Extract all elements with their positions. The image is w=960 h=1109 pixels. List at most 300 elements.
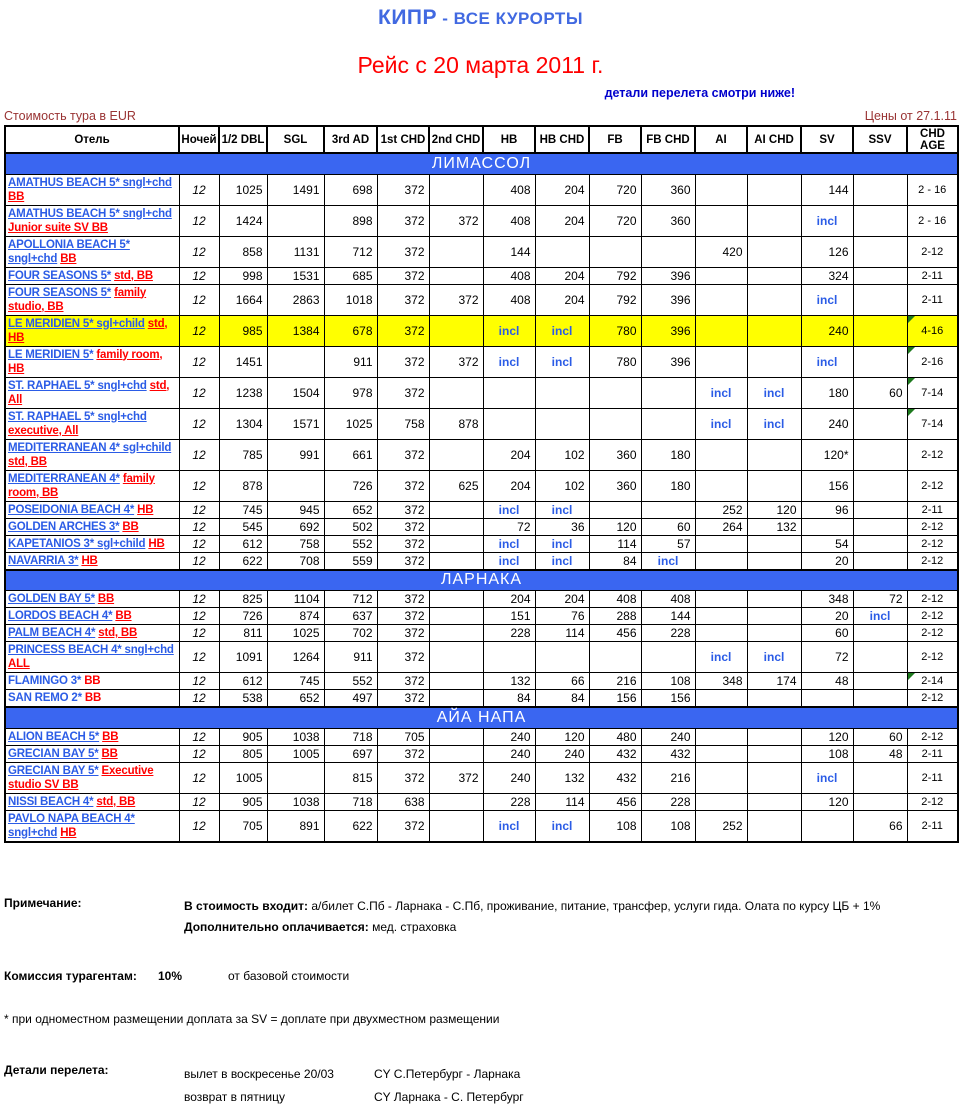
value-cell: 758: [377, 408, 429, 439]
hotel-link[interactable]: NISSI BEACH 4*: [8, 795, 94, 808]
hotel-room-label: BB: [8, 190, 25, 203]
table-row: [5, 470, 958, 501]
value-cell: incl: [801, 284, 853, 315]
value-cell: 538: [219, 690, 267, 708]
value-cell: 408: [483, 284, 535, 315]
value-cell: 692: [267, 518, 324, 535]
value-cell: [853, 793, 907, 810]
hotel-link[interactable]: AMATHUS BEACH 5* sngl+chd: [8, 207, 172, 220]
value-cell: 372: [377, 518, 429, 535]
value-cell: 891: [267, 810, 324, 842]
value-cell: [429, 518, 483, 535]
value-cell: 372: [377, 377, 429, 408]
value-cell: 1304: [219, 408, 267, 439]
hotel-room-label: BB: [102, 730, 119, 743]
table-row: [5, 205, 958, 236]
value-cell: 780: [589, 346, 641, 377]
value-cell: incl: [535, 810, 589, 842]
hotel-cell: [5, 762, 179, 793]
value-cell: 1504: [267, 377, 324, 408]
value-cell: 4-16: [907, 315, 958, 346]
column-header: Ночей: [179, 126, 219, 153]
extra-line: [184, 917, 880, 938]
value-cell: [641, 408, 695, 439]
value-cell: 1038: [267, 728, 324, 745]
value-cell: [853, 408, 907, 439]
hotel-cell: [5, 408, 179, 439]
hotel-link[interactable]: LE MERIDIEN 5*: [8, 348, 94, 361]
hotel-room-label: HB: [148, 537, 165, 550]
value-cell: 72: [483, 518, 535, 535]
value-cell: 805: [219, 745, 267, 762]
value-cell: [695, 552, 747, 570]
value-cell: 12: [179, 673, 219, 690]
table-row: [5, 174, 958, 205]
hotel-room-label: BB: [101, 747, 118, 760]
value-cell: [483, 408, 535, 439]
value-cell: 712: [324, 236, 377, 267]
value-cell: [853, 236, 907, 267]
value-cell: 1424: [219, 205, 267, 236]
hotel-room-label: BB: [60, 252, 77, 265]
value-cell: incl: [747, 642, 801, 673]
value-cell: 2-12: [907, 518, 958, 535]
value-cell: 456: [589, 625, 641, 642]
hotel-cell: [5, 608, 179, 625]
value-cell: 502: [324, 518, 377, 535]
flight-back: возврат в пятницу: [184, 1089, 285, 1104]
hotel-link[interactable]: FOUR SEASONS 5*: [8, 269, 112, 282]
value-cell: 252: [695, 501, 747, 518]
value-cell: 108: [641, 810, 695, 842]
value-cell: 372: [377, 346, 429, 377]
value-cell: 2-12: [907, 591, 958, 608]
value-cell: 12: [179, 408, 219, 439]
value-cell: 420: [695, 236, 747, 267]
value-cell: 120*: [801, 439, 853, 470]
column-header: Отель: [5, 126, 179, 153]
value-cell: 2-12: [907, 439, 958, 470]
value-cell: 20: [801, 552, 853, 570]
value-cell: 12: [179, 690, 219, 708]
value-cell: 745: [267, 673, 324, 690]
value-cell: incl: [535, 535, 589, 552]
hotel-cell: [5, 439, 179, 470]
hotel-cell: [5, 284, 179, 315]
hotel-cell: [5, 535, 179, 552]
hotel-cell: [5, 793, 179, 810]
value-cell: [747, 346, 801, 377]
hotel-link[interactable]: GRECIAN BAY 5*: [8, 764, 99, 777]
value-cell: [267, 470, 324, 501]
value-cell: [853, 642, 907, 673]
value-cell: 228: [641, 793, 695, 810]
value-cell: 180: [801, 377, 853, 408]
value-cell: [641, 642, 695, 673]
value-cell: [535, 236, 589, 267]
value-cell: [853, 535, 907, 552]
value-cell: 120: [801, 793, 853, 810]
value-cell: 372: [377, 535, 429, 552]
value-cell: 432: [589, 745, 641, 762]
value-cell: 792: [589, 284, 641, 315]
table-row: [5, 236, 958, 267]
value-cell: incl: [695, 408, 747, 439]
value-cell: 622: [324, 810, 377, 842]
value-cell: 545: [219, 518, 267, 535]
value-cell: 60: [853, 728, 907, 745]
value-cell: [429, 625, 483, 642]
value-cell: 372: [429, 762, 483, 793]
hotel-link[interactable]: FLAMINGO 3*: [8, 675, 82, 687]
value-cell: incl: [483, 501, 535, 518]
value-cell: 240: [483, 745, 535, 762]
table-row: [5, 673, 958, 690]
value-cell: 372: [377, 315, 429, 346]
meta-row: [4, 109, 957, 123]
hotel-link[interactable]: ALION BEACH 5*: [8, 730, 100, 743]
hotel-cell: [5, 236, 179, 267]
value-cell: 204: [535, 205, 589, 236]
value-cell: 180: [641, 470, 695, 501]
column-header: HB: [483, 126, 535, 153]
value-cell: [641, 377, 695, 408]
value-cell: 2-11: [907, 810, 958, 842]
value-cell: 408: [483, 267, 535, 284]
value-cell: 372: [377, 745, 429, 762]
price-currency-label: Стоимость тура в EUR: [4, 109, 136, 123]
value-cell: [429, 174, 483, 205]
value-cell: 720: [589, 174, 641, 205]
value-cell: 372: [377, 762, 429, 793]
table-row: [5, 793, 958, 810]
value-cell: 288: [589, 608, 641, 625]
value-cell: incl: [801, 762, 853, 793]
value-cell: 372: [377, 591, 429, 608]
value-cell: incl: [535, 315, 589, 346]
hotel-link[interactable]: SAN REMO 2*: [8, 692, 82, 704]
value-cell: 156: [641, 690, 695, 708]
value-cell: 7-14: [907, 408, 958, 439]
included-label: В стоимость входит:: [184, 898, 309, 913]
value-cell: 72: [801, 642, 853, 673]
value-cell: 758: [267, 535, 324, 552]
value-cell: 911: [324, 642, 377, 673]
value-cell: [429, 608, 483, 625]
value-cell: 240: [483, 728, 535, 745]
hotel-link[interactable]: AMATHUS BEACH 5* sngl+chd: [8, 176, 172, 189]
column-header: HB CHD: [535, 126, 589, 153]
note-block: [4, 896, 957, 938]
value-cell: 372: [377, 552, 429, 570]
value-cell: 240: [801, 408, 853, 439]
hotel-cell: [5, 591, 179, 608]
column-header: 1/2 DBL: [219, 126, 267, 153]
value-cell: 408: [483, 174, 535, 205]
value-cell: [695, 535, 747, 552]
hotel-link[interactable]: PALM BEACH 4*: [8, 627, 96, 639]
flight-date-subtitle: Рейс с 20 марта 2011 г.: [357, 52, 604, 78]
value-cell: 120: [747, 501, 801, 518]
value-cell: [853, 501, 907, 518]
value-cell: 12: [179, 642, 219, 673]
value-cell: 12: [179, 762, 219, 793]
flight-out-route: CY С.Петербург - Ларнака: [374, 1066, 521, 1081]
value-cell: [483, 377, 535, 408]
value-cell: incl: [853, 608, 907, 625]
value-cell: [429, 690, 483, 708]
value-cell: [853, 439, 907, 470]
value-cell: [853, 205, 907, 236]
value-cell: [747, 591, 801, 608]
value-cell: 898: [324, 205, 377, 236]
value-cell: 2-11: [907, 267, 958, 284]
value-cell: incl: [483, 315, 535, 346]
value-cell: incl: [535, 346, 589, 377]
value-cell: 120: [535, 728, 589, 745]
column-header: FB: [589, 126, 641, 153]
value-cell: 156: [589, 690, 641, 708]
value-cell: 372: [377, 236, 429, 267]
value-cell: 625: [429, 470, 483, 501]
hotel-room-label: BB: [84, 675, 101, 687]
value-cell: 126: [801, 236, 853, 267]
value-cell: 1491: [267, 174, 324, 205]
value-cell: 240: [483, 762, 535, 793]
hotel-link[interactable]: ST. RAPHAEL 5* sngl+chd: [8, 410, 147, 423]
hotel-link[interactable]: GRECIAN BAY 5*: [8, 747, 99, 760]
column-header: SSV: [853, 126, 907, 153]
value-cell: 72: [853, 591, 907, 608]
value-cell: [429, 673, 483, 690]
value-cell: [695, 728, 747, 745]
table-row: [5, 810, 958, 842]
value-cell: 132: [483, 673, 535, 690]
value-cell: 408: [483, 205, 535, 236]
value-cell: 652: [267, 690, 324, 708]
value-cell: [747, 690, 801, 708]
hotel-room-label: executive, All: [8, 424, 79, 437]
value-cell: [695, 205, 747, 236]
value-cell: 2-12: [907, 642, 958, 673]
value-cell: [429, 236, 483, 267]
value-cell: 360: [641, 174, 695, 205]
value-cell: 12: [179, 205, 219, 236]
hotel-link[interactable]: PAVLO NAPA BEACH 4* sngl+chd: [8, 812, 135, 839]
value-cell: 874: [267, 608, 324, 625]
value-cell: [747, 608, 801, 625]
value-cell: [853, 315, 907, 346]
value-cell: 60: [641, 518, 695, 535]
section-row: [5, 570, 958, 591]
value-cell: [747, 810, 801, 842]
hotel-room-label: family room, HB: [8, 348, 163, 375]
hotel-link[interactable]: LORDOS BEACH 4*: [8, 610, 113, 622]
value-cell: 612: [219, 535, 267, 552]
value-cell: [747, 236, 801, 267]
value-cell: [429, 591, 483, 608]
value-cell: 57: [641, 535, 695, 552]
value-cell: [853, 267, 907, 284]
hotel-link[interactable]: NAVARRIA 3*: [8, 554, 79, 567]
value-cell: [747, 439, 801, 470]
value-cell: 144: [801, 174, 853, 205]
value-cell: [853, 470, 907, 501]
value-cell: 120: [589, 518, 641, 535]
hotel-link[interactable]: FOUR SEASONS 5*: [8, 286, 112, 299]
value-cell: [695, 267, 747, 284]
value-cell: 372: [377, 642, 429, 673]
value-cell: 12: [179, 810, 219, 842]
value-cell: 372: [377, 267, 429, 284]
value-cell: 396: [641, 267, 695, 284]
title-resorts: - ВСЕ КУРОРТЫ: [437, 9, 583, 28]
hotel-room-label: BB: [122, 520, 139, 533]
value-cell: [267, 346, 324, 377]
value-cell: 811: [219, 625, 267, 642]
value-cell: 151: [483, 608, 535, 625]
value-cell: 552: [324, 673, 377, 690]
value-cell: [535, 642, 589, 673]
value-cell: 858: [219, 236, 267, 267]
value-cell: 348: [695, 673, 747, 690]
value-cell: [853, 174, 907, 205]
value-cell: 2-12: [907, 470, 958, 501]
value-cell: 204: [535, 267, 589, 284]
value-cell: 708: [267, 552, 324, 570]
value-cell: [429, 501, 483, 518]
value-cell: 2 - 16: [907, 205, 958, 236]
hotel-room-label: std, All: [8, 379, 170, 406]
value-cell: 559: [324, 552, 377, 570]
value-cell: 552: [324, 535, 377, 552]
hotel-cell: [5, 267, 179, 284]
value-cell: 718: [324, 793, 377, 810]
hotel-room-label: BB: [115, 610, 132, 622]
value-cell: [429, 267, 483, 284]
value-cell: [589, 642, 641, 673]
value-cell: 240: [801, 315, 853, 346]
value-cell: 12: [179, 267, 219, 284]
value-cell: [695, 346, 747, 377]
value-cell: 372: [429, 284, 483, 315]
value-cell: [801, 690, 853, 708]
hotel-link[interactable]: MEDITERRANEAN 4* sgl+child: [8, 441, 172, 454]
hotel-link[interactable]: POSEIDONIA BEACH 4*: [8, 503, 135, 516]
value-cell: 497: [324, 690, 377, 708]
value-cell: 2-12: [907, 625, 958, 642]
hotel-room-label: BB: [97, 593, 115, 605]
value-cell: 144: [483, 236, 535, 267]
column-header: AI: [695, 126, 747, 153]
value-cell: 7-14: [907, 377, 958, 408]
value-cell: [853, 518, 907, 535]
value-cell: 1025: [324, 408, 377, 439]
hotel-link[interactable]: GOLDEN BAY 5*: [8, 593, 95, 605]
value-cell: incl: [801, 205, 853, 236]
value-cell: incl: [747, 408, 801, 439]
hotel-room-label: BB: [84, 692, 102, 704]
hotel-link[interactable]: KAPETANIOS 3* sgl+child: [8, 537, 146, 550]
hotel-link[interactable]: ST. RAPHAEL 5* sngl+chd: [8, 379, 147, 392]
hotel-room-label: std, BB: [98, 627, 138, 639]
value-cell: 96: [801, 501, 853, 518]
column-header: AI CHD: [747, 126, 801, 153]
value-cell: incl: [695, 642, 747, 673]
value-cell: [695, 439, 747, 470]
value-cell: 12: [179, 591, 219, 608]
hotel-link[interactable]: PRINCESS BEACH 4* sngl+chd: [8, 644, 174, 656]
value-cell: 372: [377, 284, 429, 315]
value-cell: 702: [324, 625, 377, 642]
value-cell: 360: [641, 205, 695, 236]
flight-back-route: CY Ларнака - С. Петербург: [374, 1089, 524, 1104]
value-cell: 2-12: [907, 728, 958, 745]
value-cell: 12: [179, 315, 219, 346]
table-row: [5, 315, 958, 346]
hotel-link[interactable]: APOLLONIA BEACH 5* sngl+chd: [8, 238, 130, 265]
value-cell: [853, 346, 907, 377]
hotel-link[interactable]: LE MERIDIEN 5* sgl+child: [8, 317, 145, 330]
table-row: [5, 377, 958, 408]
column-header: FB CHD: [641, 126, 695, 153]
hotel-link[interactable]: GOLDEN ARCHES 3*: [8, 520, 120, 533]
value-cell: 372: [377, 501, 429, 518]
included-line: [184, 896, 880, 917]
table-row: [5, 535, 958, 552]
value-cell: 132: [535, 762, 589, 793]
value-cell: 102: [535, 439, 589, 470]
value-cell: [853, 625, 907, 642]
table-row: [5, 690, 958, 708]
value-cell: 2-12: [907, 552, 958, 570]
hotel-room-label: HB: [137, 503, 154, 516]
hotel-room-label: std, BB: [96, 795, 136, 808]
value-cell: 60: [853, 377, 907, 408]
value-cell: 20: [801, 608, 853, 625]
hotel-room-label: ALL: [8, 658, 30, 670]
value-cell: 985: [219, 315, 267, 346]
value-cell: 991: [267, 439, 324, 470]
value-cell: 718: [324, 728, 377, 745]
value-cell: 2-12: [907, 690, 958, 708]
hotel-room-label: family studio, BB: [8, 286, 147, 313]
value-cell: [695, 608, 747, 625]
value-cell: incl: [535, 552, 589, 570]
value-cell: 2-12: [907, 236, 958, 267]
value-cell: 396: [641, 315, 695, 346]
hotel-link[interactable]: MEDITERRANEAN 4*: [8, 472, 120, 485]
value-cell: [429, 745, 483, 762]
value-cell: 228: [483, 793, 535, 810]
value-cell: 878: [429, 408, 483, 439]
value-cell: 372: [377, 690, 429, 708]
section-row: [5, 153, 958, 174]
value-cell: 114: [535, 625, 589, 642]
value-cell: [747, 470, 801, 501]
title-country: КИПР: [378, 6, 438, 29]
value-cell: 120: [801, 728, 853, 745]
value-cell: [747, 205, 801, 236]
table-row: [5, 439, 958, 470]
value-cell: 2-16: [907, 346, 958, 377]
value-cell: 12: [179, 518, 219, 535]
value-cell: 216: [589, 673, 641, 690]
value-cell: [429, 439, 483, 470]
value-cell: 638: [377, 793, 429, 810]
value-cell: 396: [641, 346, 695, 377]
value-cell: 945: [267, 501, 324, 518]
